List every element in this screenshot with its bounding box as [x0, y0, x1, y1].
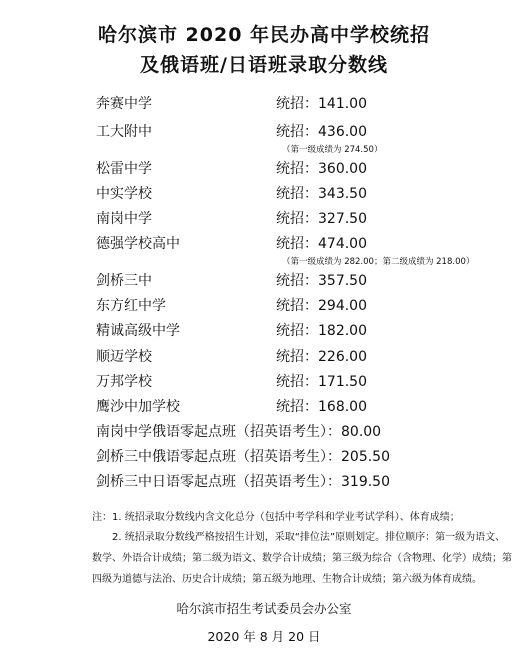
school-name: 松雷中学	[96, 161, 152, 177]
school-name: 鹰沙中加学校	[96, 399, 180, 415]
special-class-line: 剑桥三中日语零起点班（招英语考生）：319.50	[96, 474, 390, 490]
school-name: 南岗中学	[96, 211, 152, 227]
school-score: 统招：294.00	[276, 298, 367, 314]
document-title-line2: 及俄语班/日语班录取分数线	[140, 54, 388, 76]
school-score: 统招：327.50	[276, 211, 367, 227]
school-score: 统招：168.00	[276, 399, 367, 415]
issuing-office: 哈尔滨市招生考试委员会办公室	[176, 601, 352, 616]
school-score: 统招：226.00	[276, 349, 367, 365]
school-score: 统招：343.50	[276, 186, 367, 202]
issue-date: 2020 年 8 月 20 日	[207, 629, 321, 644]
school-score-note: （第一级成绩为 274.50）	[282, 145, 383, 155]
school-score: 统招：436.00	[276, 124, 367, 140]
school-name: 东方红中学	[96, 298, 166, 314]
school-score: 统招：360.00	[276, 161, 367, 177]
school-score: 统招：182.00	[276, 323, 367, 339]
note-2: 2. 统招录取分数线严格按招生计划，采取“排位法”原则划定。排位顺序：第一级为语文、数学、外语合计成绩；第二级为语文、数学合计成绩；第三级为综合（含物理、化学）成绩；第四级为道德与法治、历史合计成绩；第五级为地理、生物合计成绩；第六级为体育成绩。	[92, 532, 512, 585]
school-name: 精诚高级中学	[96, 323, 180, 339]
school-name: 德强学校高中	[96, 236, 180, 252]
school-name: 剑桥三中	[96, 273, 152, 289]
special-class-line: 剑桥三中俄语零起点班（招英语考生）：205.50	[96, 449, 390, 465]
school-name: 中实学校	[96, 186, 152, 202]
school-name: 万邦学校	[96, 374, 152, 390]
special-class-line: 南岗中学俄语零起点班（招英语考生）：80.00	[96, 424, 382, 440]
school-score: 统招：357.50	[276, 273, 367, 289]
school-score-note: （第一级成绩为 282.00；第二级成绩为 218.00）	[282, 257, 475, 267]
school-score: 统招：141.00	[276, 96, 367, 112]
school-name: 工大附中	[96, 124, 152, 140]
school-name: 奔赛中学	[96, 96, 152, 112]
note-1: 注：1. 统招录取分数线内含文化总分（包括中考学科和学业考试学科）、体育成绩；	[92, 512, 460, 523]
document-title-line1: 哈尔滨市 2020 年民办高中学校统招	[97, 24, 431, 46]
school-score: 统招：474.00	[276, 236, 367, 252]
school-score: 统招：171.50	[276, 374, 367, 390]
school-name: 顺迈学校	[96, 349, 152, 365]
